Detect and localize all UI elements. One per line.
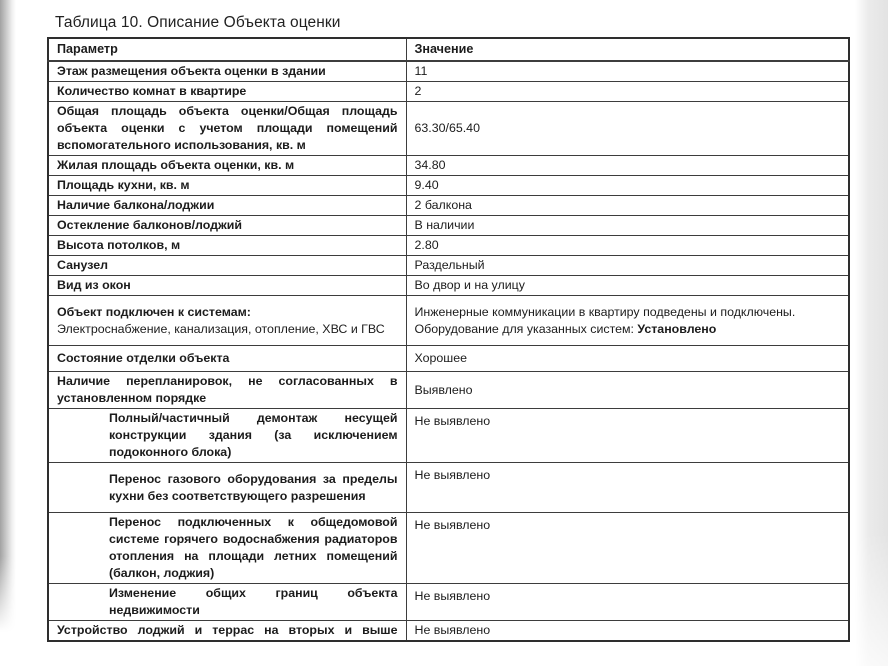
param-cell: Жилая площадь объекта оценки, кв. м [48, 156, 406, 176]
value-cell: В наличии [406, 216, 849, 236]
value-cell: Выявлено [406, 372, 849, 409]
systems-param-list: Электроснабжение, канализация, отопление, ХВС и ГВС [57, 321, 385, 336]
table-row [48, 61, 849, 82]
param-cell: Остекление балконов/лоджий [48, 216, 406, 236]
table-row [48, 409, 849, 463]
value-cell: 2 балкона [406, 196, 849, 216]
scan-shadow-right [855, 0, 888, 666]
table-row [48, 102, 849, 156]
param-cell: Санузел [48, 256, 406, 276]
table-row [48, 584, 849, 621]
value-cell: 11 [406, 61, 849, 82]
value-cell: Раздельный [406, 256, 849, 276]
param-cell: Наличие перепланировок, не согласованных в установленном порядке [48, 372, 406, 409]
param-cell: Полный/частичный демонтаж несущей конструкции здания (за исключением подоконного блока) [48, 409, 406, 463]
table-header-row [48, 38, 849, 61]
param-cell: Этаж размещения объекта оценки в здании [48, 61, 406, 82]
table-row [48, 82, 849, 102]
param-cell: Состояние отделки объекта [48, 346, 406, 372]
param-cell: Изменение общих границ объекта недвижимости [48, 584, 406, 621]
page-title: Таблица 10. Описание Объекта оценки [55, 14, 341, 31]
table-row [48, 236, 849, 256]
scan-shadow-left [0, 0, 16, 632]
table-row [48, 256, 849, 276]
value-cell: Хорошее [406, 346, 849, 372]
systems-param-title: Объект подключен к системам: [57, 304, 251, 319]
table-row-systems [48, 296, 849, 346]
systems-value-status: Установлено [637, 321, 717, 336]
param-cell: Общая площадь объекта оценки/Общая площадь объекта оценки с учетом площади помещений вспомогательного использования, кв. м [48, 102, 406, 156]
value-cell: Не выявлено [406, 463, 849, 513]
systems-value-line2: Оборудование для указанных систем: Установлено [414, 321, 717, 336]
value-cell: 2.80 [406, 236, 849, 256]
table-row [48, 176, 849, 196]
description-table [47, 37, 850, 642]
table-row [48, 621, 849, 642]
param-cell: Устройство лоджий и террас на вторых и выше [48, 621, 406, 642]
value-cell: 2 [406, 82, 849, 102]
table-row [48, 276, 849, 296]
param-cell: Количество комнат в квартире [48, 82, 406, 102]
value-cell: 34.80 [406, 156, 849, 176]
column-header-value: Значение [406, 38, 849, 61]
param-cell: Наличие балкона/лоджии [48, 196, 406, 216]
column-header-parameter: Параметр [48, 38, 406, 61]
table-row [48, 513, 849, 584]
table-row [48, 196, 849, 216]
param-cell: Вид из окон [48, 276, 406, 296]
value-cell [406, 296, 849, 346]
value-cell: 63.30/65.40 [406, 102, 849, 156]
table-row [48, 372, 849, 409]
table-row [48, 463, 849, 513]
param-cell: Перенос газового оборудования за пределы кухни без соответствующего разрешения [48, 463, 406, 513]
param-cell [48, 296, 406, 346]
param-cell: Высота потолков, м [48, 236, 406, 256]
param-cell: Площадь кухни, кв. м [48, 176, 406, 196]
value-cell: 9.40 [406, 176, 849, 196]
table-row [48, 346, 849, 372]
param-cell: Перенос подключенных к общедомовой системе горячего водоснабжения радиаторов отопления на площади летних помещений (балкон, лоджия) [48, 513, 406, 584]
table-row [48, 216, 849, 236]
value-cell: Не выявлено [406, 621, 849, 642]
document-page [47, 12, 848, 642]
value-cell: Не выявлено [406, 584, 849, 621]
value-cell: Не выявлено [406, 513, 849, 584]
systems-value-line1: Инженерные коммуникации в квартиру подведены и подключены. [414, 304, 796, 319]
value-cell: Во двор и на улицу [406, 276, 849, 296]
value-cell: Не выявлено [406, 409, 849, 463]
table-row [48, 156, 849, 176]
